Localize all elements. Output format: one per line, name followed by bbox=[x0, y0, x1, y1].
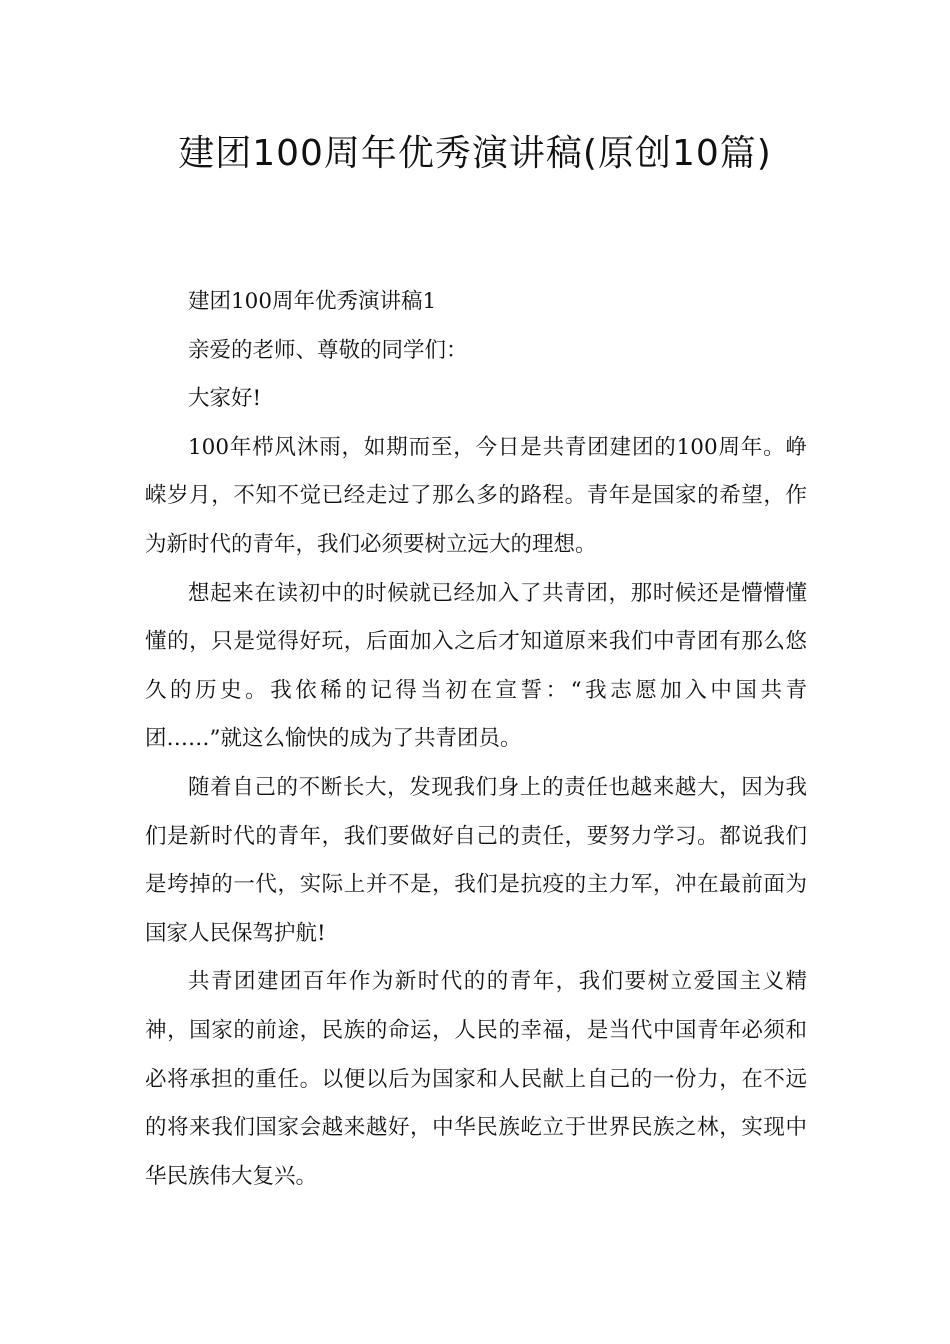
body-paragraph: 随着自己的不断长大，发现我们身上的责任也越来越大，因为我们是新时代的青年，我们要做好自己的责任，要努力学习。都说我们是垮掉的一代，实际上并不是，我们是抗疫的主力军，冲在最前面为国家人民保驾护航! bbox=[145, 774, 807, 946]
body-paragraph: 共青团建团百年作为新时代的的青年，我们要树立爱国主义精神，国家的前途，民族的命运，人民的幸福，是当代中国青年必须和必将承担的重任。以便以后为国家和人民献上自己的一份力，在不远的将来我们国家会越来越好，中华民族屹立于世界民族之林，实现中华民族伟大复兴。 bbox=[145, 969, 807, 1189]
section-heading: 建团100周年优秀演讲稿1 bbox=[188, 289, 437, 314]
body-paragraph: 100年栉风沐雨，如期而至，今日是共青团建团的100周年。峥嵘岁月，不知不觉已经走过了那么多的路程。青年是国家的希望，作为新时代的青年，我们必须要树立远大的理想。 bbox=[145, 434, 807, 557]
document-title: 建团100周年优秀演讲稿(原创10篇) bbox=[178, 133, 772, 174]
body-paragraph: 想起来在读初中的时候就已经加入了共青团，那时候还是懵懵懂懂的，只是觉得好玩，后面加入之后才知道原来我们中青团有那么悠久的历史。我依稀的记得当初在宣誓：“我志愿加入中国共青团……”就这么愉快的成为了共青团员。 bbox=[145, 580, 807, 752]
salutation: 亲爱的老师、尊敬的同学们： bbox=[188, 337, 468, 363]
greeting: 大家好! bbox=[188, 386, 262, 412]
document-body bbox=[145, 278, 807, 1201]
